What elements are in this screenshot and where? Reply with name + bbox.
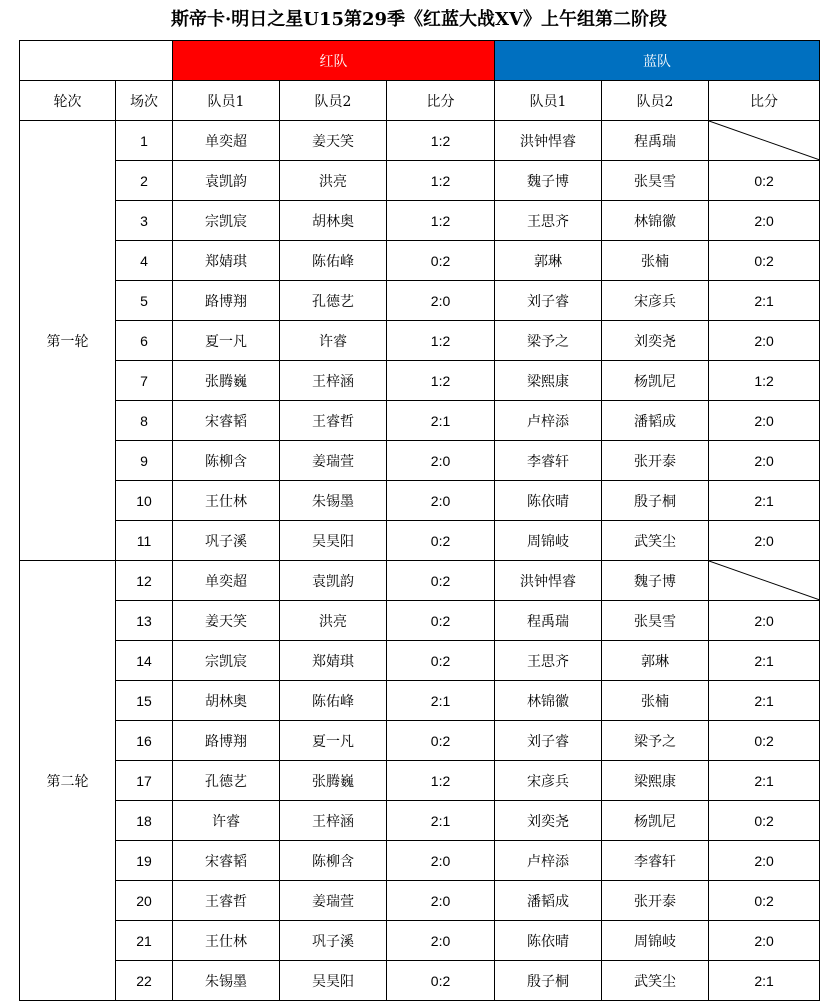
red-player1: 姜天笑 <box>173 601 280 641</box>
red-player1: 单奕超 <box>173 121 280 161</box>
red-score: 1:2 <box>387 761 495 801</box>
match-number: 18 <box>116 801 173 841</box>
red-player1: 王睿哲 <box>173 881 280 921</box>
blue-score: 0:2 <box>709 881 820 921</box>
red-player1: 陈柳含 <box>173 441 280 481</box>
header-round: 轮次 <box>20 81 116 121</box>
table-row <box>20 401 820 441</box>
red-score: 1:2 <box>387 121 495 161</box>
red-player2: 姜天笑 <box>280 121 387 161</box>
table-row <box>20 121 820 161</box>
diagonal-slash <box>709 561 820 600</box>
red-player2: 孔德艺 <box>280 281 387 321</box>
red-player2: 王梓涵 <box>280 361 387 401</box>
blue-player2: 张昊雪 <box>602 601 709 641</box>
blue-player2: 张楠 <box>602 681 709 721</box>
match-number: 19 <box>116 841 173 881</box>
column-header-row <box>20 81 820 121</box>
red-score: 2:0 <box>387 281 495 321</box>
table-row <box>20 441 820 481</box>
blue-player2: 武笑尘 <box>602 521 709 561</box>
blue-score: 2:1 <box>709 281 820 321</box>
table-row <box>20 161 820 201</box>
blue-player1: 刘子睿 <box>495 721 602 761</box>
red-team-header: 红队 <box>173 41 495 81</box>
match-number: 3 <box>116 201 173 241</box>
blue-player2: 杨凯尼 <box>602 801 709 841</box>
blue-player2: 梁予之 <box>602 721 709 761</box>
header-red-score: 比分 <box>387 81 495 121</box>
header-match: 场次 <box>116 81 173 121</box>
blue-score: 2:1 <box>709 961 820 1001</box>
blue-player2: 林锦徽 <box>602 201 709 241</box>
match-number: 15 <box>116 681 173 721</box>
match-number: 20 <box>116 881 173 921</box>
team-header-row <box>20 41 820 81</box>
red-score: 0:2 <box>387 521 495 561</box>
blue-score: 0:2 <box>709 161 820 201</box>
table-row <box>20 241 820 281</box>
blue-score: 2:0 <box>709 401 820 441</box>
header-blue-score: 比分 <box>709 81 820 121</box>
blue-score: 2:1 <box>709 641 820 681</box>
red-player2: 姜瑞萱 <box>280 881 387 921</box>
table-row <box>20 361 820 401</box>
blue-score: 2:0 <box>709 601 820 641</box>
table-row <box>20 921 820 961</box>
blue-player1: 程禹瑞 <box>495 601 602 641</box>
blue-score: 2:0 <box>709 201 820 241</box>
red-player1: 许睿 <box>173 801 280 841</box>
header-red-player1: 队员1 <box>173 81 280 121</box>
blue-player1: 陈依晴 <box>495 921 602 961</box>
blue-score: 2:0 <box>709 841 820 881</box>
blue-player1: 梁熙康 <box>495 361 602 401</box>
blue-player1: 陈依晴 <box>495 481 602 521</box>
blue-player2: 潘韬成 <box>602 401 709 441</box>
match-number: 10 <box>116 481 173 521</box>
red-score: 2:0 <box>387 921 495 961</box>
match-number: 21 <box>116 921 173 961</box>
table-row <box>20 961 820 1001</box>
round-label: 第一轮 <box>20 121 116 561</box>
blue-score: 2:1 <box>709 761 820 801</box>
page-title: 斯帝卡·明日之星U15第29季《红蓝大战XV》上午组第二阶段 <box>171 9 667 30</box>
blue-player2: 张楠 <box>602 241 709 281</box>
match-number: 5 <box>116 281 173 321</box>
match-number: 14 <box>116 641 173 681</box>
team-header-blank <box>20 41 173 81</box>
red-score: 1:2 <box>387 321 495 361</box>
blue-player1: 潘韬成 <box>495 881 602 921</box>
table-row <box>20 641 820 681</box>
red-player2: 洪亮 <box>280 161 387 201</box>
red-player2: 王睿哲 <box>280 401 387 441</box>
red-player2: 陈佑峰 <box>280 241 387 281</box>
blue-player2: 张开泰 <box>602 881 709 921</box>
blue-player2: 杨凯尼 <box>602 361 709 401</box>
blue-player1: 周锦岐 <box>495 521 602 561</box>
red-score: 0:2 <box>387 721 495 761</box>
red-player1: 路博翔 <box>173 281 280 321</box>
red-score: 0:2 <box>387 641 495 681</box>
blue-player1: 郭琳 <box>495 241 602 281</box>
red-score: 2:1 <box>387 401 495 441</box>
match-number: 16 <box>116 721 173 761</box>
blue-player2: 殷子桐 <box>602 481 709 521</box>
table-row <box>20 561 820 601</box>
red-player2: 巩子溪 <box>280 921 387 961</box>
blue-player1: 卢梓添 <box>495 401 602 441</box>
red-player1: 王仕林 <box>173 921 280 961</box>
red-player2: 朱锡墨 <box>280 481 387 521</box>
table-row <box>20 601 820 641</box>
red-player2: 袁凯韵 <box>280 561 387 601</box>
match-table <box>19 40 820 1001</box>
blue-score-empty <box>709 121 820 161</box>
blue-player2: 张开泰 <box>602 441 709 481</box>
red-player1: 郑婧琪 <box>173 241 280 281</box>
table-row <box>20 761 820 801</box>
blue-player1: 王思齐 <box>495 641 602 681</box>
red-score: 1:2 <box>387 201 495 241</box>
blue-score: 0:2 <box>709 721 820 761</box>
red-player1: 孔德艺 <box>173 761 280 801</box>
red-player1: 胡林奥 <box>173 681 280 721</box>
match-number: 1 <box>116 121 173 161</box>
blue-score: 2:0 <box>709 921 820 961</box>
red-score: 1:2 <box>387 161 495 201</box>
table-row <box>20 281 820 321</box>
red-player2: 郑婧琪 <box>280 641 387 681</box>
red-player2: 姜瑞萱 <box>280 441 387 481</box>
blue-score: 1:2 <box>709 361 820 401</box>
red-player2: 吴昊阳 <box>280 961 387 1001</box>
blue-player1: 刘子睿 <box>495 281 602 321</box>
blue-player2: 周锦岐 <box>602 921 709 961</box>
red-score: 2:0 <box>387 881 495 921</box>
blue-score: 0:2 <box>709 801 820 841</box>
red-score: 2:0 <box>387 481 495 521</box>
match-number: 17 <box>116 761 173 801</box>
red-score: 2:1 <box>387 801 495 841</box>
red-score: 0:2 <box>387 601 495 641</box>
red-player1: 路博翔 <box>173 721 280 761</box>
blue-score: 2:1 <box>709 681 820 721</box>
blue-player2: 魏子博 <box>602 561 709 601</box>
red-player2: 吴昊阳 <box>280 521 387 561</box>
red-player2: 陈佑峰 <box>280 681 387 721</box>
blue-player1: 刘奕尧 <box>495 801 602 841</box>
red-player2: 许睿 <box>280 321 387 361</box>
blue-player2: 程禹瑞 <box>602 121 709 161</box>
blue-player2: 李睿轩 <box>602 841 709 881</box>
blue-team-header: 蓝队 <box>495 41 820 81</box>
blue-player1: 李睿轩 <box>495 441 602 481</box>
red-score: 2:0 <box>387 841 495 881</box>
red-score: 0:2 <box>387 561 495 601</box>
red-score: 1:2 <box>387 361 495 401</box>
blue-player2: 刘奕尧 <box>602 321 709 361</box>
red-player1: 袁凯韵 <box>173 161 280 201</box>
red-score: 2:1 <box>387 681 495 721</box>
blue-player1: 宋彦兵 <box>495 761 602 801</box>
blue-score: 2:0 <box>709 441 820 481</box>
diagonal-slash <box>709 121 820 160</box>
blue-score: 0:2 <box>709 241 820 281</box>
blue-player2: 宋彦兵 <box>602 281 709 321</box>
blue-score: 2:0 <box>709 521 820 561</box>
red-player1: 宗凯宸 <box>173 201 280 241</box>
blue-player2: 武笑尘 <box>602 961 709 1001</box>
table-row <box>20 841 820 881</box>
match-number: 2 <box>116 161 173 201</box>
match-number: 9 <box>116 441 173 481</box>
table-row <box>20 481 820 521</box>
blue-player1: 洪钟悍睿 <box>495 121 602 161</box>
match-number: 4 <box>116 241 173 281</box>
blue-player1: 王思齐 <box>495 201 602 241</box>
header-red-player2: 队员2 <box>280 81 387 121</box>
red-player1: 朱锡墨 <box>173 961 280 1001</box>
blue-score-empty <box>709 561 820 601</box>
red-player1: 宋睿韬 <box>173 841 280 881</box>
blue-player1: 林锦徽 <box>495 681 602 721</box>
red-score: 0:2 <box>387 241 495 281</box>
red-player1: 张腾巍 <box>173 361 280 401</box>
header-blue-player1: 队员1 <box>495 81 602 121</box>
red-player1: 宗凯宸 <box>173 641 280 681</box>
blue-player1: 洪钟悍睿 <box>495 561 602 601</box>
red-player2: 夏一凡 <box>280 721 387 761</box>
blue-player1: 殷子桐 <box>495 961 602 1001</box>
header-blue-player2: 队员2 <box>602 81 709 121</box>
blue-player1: 魏子博 <box>495 161 602 201</box>
red-player1: 宋睿韬 <box>173 401 280 441</box>
table-row <box>20 681 820 721</box>
blue-player2: 张昊雪 <box>602 161 709 201</box>
match-number: 12 <box>116 561 173 601</box>
blue-player1: 卢梓添 <box>495 841 602 881</box>
table-row <box>20 721 820 761</box>
red-player2: 陈柳含 <box>280 841 387 881</box>
match-number: 8 <box>116 401 173 441</box>
blue-score: 2:0 <box>709 321 820 361</box>
match-number: 22 <box>116 961 173 1001</box>
blue-player2: 郭琳 <box>602 641 709 681</box>
blue-player2: 梁熙康 <box>602 761 709 801</box>
red-player2: 王梓涵 <box>280 801 387 841</box>
match-number: 11 <box>116 521 173 561</box>
round-label: 第二轮 <box>20 561 116 1001</box>
match-number: 6 <box>116 321 173 361</box>
blue-player1: 梁予之 <box>495 321 602 361</box>
table-row <box>20 881 820 921</box>
red-player1: 夏一凡 <box>173 321 280 361</box>
table-row <box>20 521 820 561</box>
red-player2: 张腾巍 <box>280 761 387 801</box>
blue-score: 2:1 <box>709 481 820 521</box>
table-row <box>20 321 820 361</box>
red-player2: 胡林奥 <box>280 201 387 241</box>
match-number: 7 <box>116 361 173 401</box>
red-player2: 洪亮 <box>280 601 387 641</box>
red-player1: 王仕林 <box>173 481 280 521</box>
red-score: 0:2 <box>387 961 495 1001</box>
table-row <box>20 201 820 241</box>
match-number: 13 <box>116 601 173 641</box>
red-score: 2:0 <box>387 441 495 481</box>
table-row <box>20 801 820 841</box>
red-player1: 巩子溪 <box>173 521 280 561</box>
red-player1: 单奕超 <box>173 561 280 601</box>
